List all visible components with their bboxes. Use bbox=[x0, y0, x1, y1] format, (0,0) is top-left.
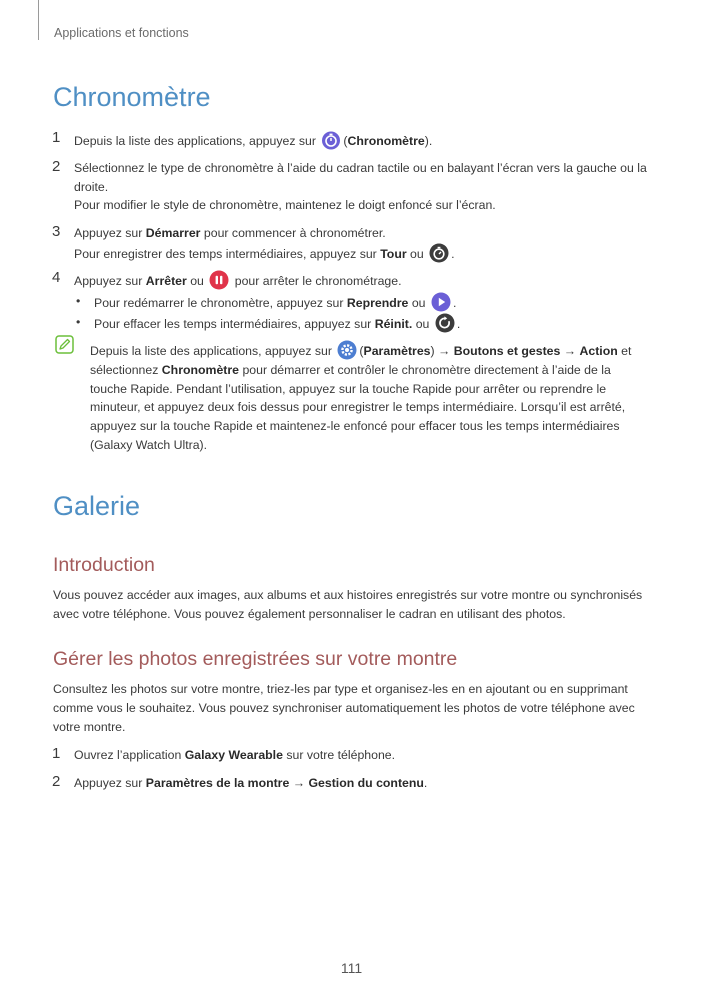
step-number: 3 bbox=[52, 223, 61, 240]
label-parametres-montre: Paramètres de la montre bbox=[145, 776, 290, 790]
label-demarrer: Démarrer bbox=[145, 226, 201, 240]
chrono-step-2 bbox=[52, 159, 652, 215]
step-text-sub: Pour enregistrer des temps intermédiaires, appuyez sur bbox=[74, 246, 377, 261]
label-chronometre: Chronomètre bbox=[161, 362, 240, 377]
label-parametres: Paramètres bbox=[363, 344, 431, 358]
step-text: Appuyez sur bbox=[74, 776, 143, 790]
lap-icon bbox=[429, 243, 449, 263]
period: . bbox=[423, 776, 428, 790]
corner-line bbox=[38, 0, 39, 40]
note-text: ) → bbox=[430, 344, 451, 358]
step-text: pour arrêter le chronométrage. bbox=[234, 274, 402, 288]
step-number: 4 bbox=[52, 269, 61, 286]
label-arreter: Arrêter bbox=[145, 274, 187, 288]
intro-title: Introduction bbox=[53, 554, 155, 576]
step-number: 1 bbox=[52, 129, 61, 146]
note-text: pour démarrer et contrôler le chronomètre directement à l’aide de la touche Rapide. Pendant l’utilisation, appuyez sur la touche Rapide pour arrêter ou reprendre le minuteur, et appuyez deux fois dessus pour enregistrer le temps intermédiaire. Lorsqu’il est arrêté, appuyez sur la touche Rapide et maintenez-le enfoncé pour effacer tous les temps intermédiaires (Galaxy Watch Ultra). bbox=[90, 362, 626, 452]
bullet-dot: • bbox=[76, 315, 81, 329]
chrono-step-4 bbox=[52, 270, 652, 291]
stopwatch-icon bbox=[321, 130, 341, 150]
step-text: ou bbox=[410, 246, 424, 261]
play-icon bbox=[431, 292, 451, 312]
step-text: pour commencer à chronométrer. bbox=[203, 226, 386, 240]
app-name-chrono: Chronomètre bbox=[347, 134, 425, 148]
pause-icon bbox=[209, 270, 229, 290]
step-text: Sélectionnez le type de chronomètre à l’aide du cadran tactile ou en balayant l’écran vers la gauche ou la droite. bbox=[74, 161, 647, 194]
step-text: sur votre téléphone. bbox=[286, 748, 396, 762]
step-text: Appuyez sur bbox=[74, 226, 143, 240]
step-text: ou bbox=[190, 274, 204, 288]
label-galaxy-wearable: Galaxy Wearable bbox=[184, 748, 283, 762]
period: . bbox=[456, 317, 461, 331]
bullet-text: Pour redémarrer le chronomètre, appuyez sur bbox=[94, 296, 344, 310]
step-number: 1 bbox=[52, 745, 61, 762]
period: . bbox=[452, 296, 457, 310]
step-text-sub: Pour modifier le style de chronomètre, maintenez le doigt enfoncé sur l’écran. bbox=[74, 198, 496, 212]
manage-text: Consultez les photos sur votre montre, triez-les par type et organisez-les en en ajoutant ou en supprimant comme vous le souhaitez. Vous pouvez synchroniser automatiquement les photos de votre téléphone avec votre montre. bbox=[53, 682, 635, 734]
bullet-text: Pour effacer les temps intermédiaires, appuyez sur bbox=[94, 317, 372, 331]
bullet-dot: • bbox=[76, 294, 81, 308]
settings-icon bbox=[337, 340, 357, 360]
label-gestion-contenu: Gestion du contenu bbox=[308, 776, 424, 790]
arrow: → bbox=[563, 344, 577, 358]
bullet-text: ou bbox=[415, 317, 430, 331]
intro-text: Vous pouvez accéder aux images, aux albums et aux histoires enregistrés sur votre montre ou synchronisés avec votre téléphone. Vous pouvez également personnaliser le cadran en utilisant des photos. bbox=[53, 588, 643, 621]
label-reinit: Réinit. bbox=[374, 317, 413, 331]
arrow: → bbox=[292, 776, 306, 790]
galerie-title: Galerie bbox=[53, 491, 141, 521]
step-text: Depuis la liste des applications, appuyez sur bbox=[74, 134, 316, 148]
note-icon bbox=[55, 335, 74, 354]
galerie-step-2 bbox=[52, 774, 652, 793]
note-text: et sélectionnez bbox=[90, 344, 632, 377]
label-action: Action bbox=[579, 344, 618, 358]
chrono-bullet-1 bbox=[74, 292, 654, 313]
step-text: Ouvrez l’application bbox=[74, 748, 182, 762]
step-number: 2 bbox=[52, 773, 61, 790]
step-text: Appuyez sur bbox=[74, 274, 143, 288]
paren-open: ( bbox=[359, 344, 364, 358]
step-number: 2 bbox=[52, 158, 61, 175]
label-boutons-gestes: Boutons et gestes bbox=[453, 344, 561, 358]
paren-close: ). bbox=[424, 134, 433, 148]
paren-open: ( bbox=[343, 134, 348, 148]
label-tour: Tour bbox=[380, 246, 407, 261]
bullet-text: ou bbox=[411, 296, 426, 310]
galerie-step-1 bbox=[52, 746, 652, 765]
note-text: Depuis la liste des applications, appuyez sur bbox=[90, 344, 332, 358]
reset-icon bbox=[435, 313, 455, 333]
page-number: 111 bbox=[340, 960, 363, 976]
chrono-bullet-2 bbox=[74, 313, 654, 334]
manage-title: Gérer les photos enregistrées sur votre montre bbox=[53, 648, 458, 670]
chrono-step-3 bbox=[52, 224, 652, 263]
label-reprendre: Reprendre bbox=[346, 296, 409, 310]
chrono-note bbox=[90, 340, 645, 455]
chrono-step-1 bbox=[52, 130, 652, 151]
chrono-title: Chronomètre bbox=[53, 82, 211, 112]
header-section-label: Applications et fonctions bbox=[54, 26, 189, 40]
period: . bbox=[451, 246, 455, 261]
